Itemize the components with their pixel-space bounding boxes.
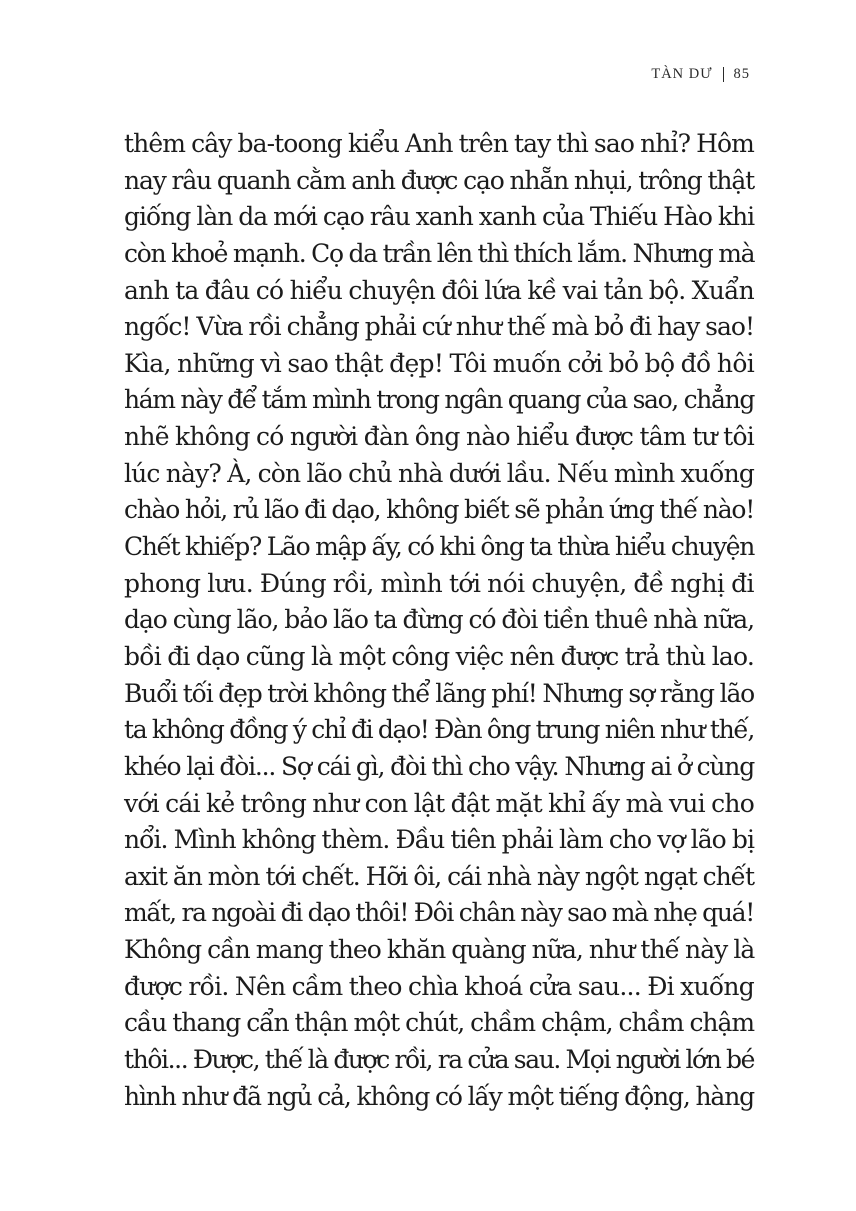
text-line: nổi. Mình không thèm. Đầu tiên phải làm cho vợ lão bị <box>124 825 754 855</box>
text-line: Chết khiếp? Lão mập ấy, có khi ông ta thừa hiểu chuyện <box>124 532 754 562</box>
text-line: giống làn da mới cạo râu xanh xanh của Thiếu Hào khi <box>124 202 755 232</box>
text-line: với cái kẻ trông như con lật đật mặt khỉ ấy mà vui cho <box>124 788 754 818</box>
text-line: được rồi. Nên cầm theo chìa khoá cửa sau... Đi xuống <box>124 971 754 1001</box>
text-line: còn khoẻ mạnh. Cọ da trần lên thì thích lắm. Nhưng mà <box>124 238 755 268</box>
text-line: mất, ra ngoài đi dạo thôi! Đôi chân này sao mà nhẹ quá! <box>124 898 754 928</box>
text-line: thôi... Được, thế là được rồi, ra cửa sau. Mọi người lớn bé <box>124 1045 754 1075</box>
text-line: nhẽ không có người đàn ông nào hiểu được tâm tư tôi <box>124 422 754 452</box>
text-line: chào hỏi, rủ lão đi dạo, không biết sẽ phản ứng thế nào! <box>124 495 754 525</box>
text-line: dạo cùng lão, bảo lão ta đừng có đòi tiền thuê nhà nữa, <box>124 605 754 635</box>
text-line: khéo lại đòi... Sợ cái gì, đòi thì cho vậy. Nhưng ai ở cùng <box>124 751 754 781</box>
text-line: hám này để tắm mình trong ngân quang của sao, chẳng <box>124 385 754 415</box>
header-separator <box>723 67 724 82</box>
text-line: cầu thang cẩn thận một chút, chầm chậm, chầm chậm <box>124 1008 754 1038</box>
text-line: lúc này? À, còn lão chủ nhà dưới lầu. Nếu mình xuống <box>124 458 754 488</box>
text-line: anh ta đâu có hiểu chuyện đôi lứa kề vai tản bộ. Xuẩn <box>124 275 754 305</box>
book-title: TÀN DƯ <box>651 66 713 82</box>
text-line: ngốc! Vừa rồi chẳng phải cứ như thế mà bỏ đi hay sao! <box>124 312 754 342</box>
body-text <box>124 126 754 1115</box>
text-line: Kìa, những vì sao thật đẹp! Tôi muốn cởi bỏ bộ đồ hôi <box>124 348 754 378</box>
text-line: thêm cây ba-toong kiểu Anh trên tay thì sao nhỉ? Hôm <box>124 129 754 158</box>
text-line: bồi đi dạo cũng là một công việc nên được trả thù lao. <box>124 641 754 671</box>
text-line: axit ăn mòn tới chết. Hỡi ôi, cái nhà này ngột ngạt chết <box>124 861 754 891</box>
running-header <box>651 66 750 83</box>
text-line: hình như đã ngủ cả, không có lấy một tiếng động, hàng <box>124 1081 754 1111</box>
text-line: nay râu quanh cằm anh được cạo nhẵn nhụi, trông thật <box>124 165 754 195</box>
page-number: 85 <box>733 66 750 82</box>
text-line: Không cần mang theo khăn quàng nữa, như thế này là <box>124 935 755 965</box>
text-line: phong lưu. Đúng rồi, mình tới nói chuyện, đề nghị đi <box>124 568 754 598</box>
text-line: ta không đồng ý chỉ đi dạo! Đàn ông trung niên như thế, <box>124 715 754 745</box>
text-line: Buổi tối đẹp trời không thể lãng phí! Nhưng sợ rằng lão <box>124 678 754 708</box>
